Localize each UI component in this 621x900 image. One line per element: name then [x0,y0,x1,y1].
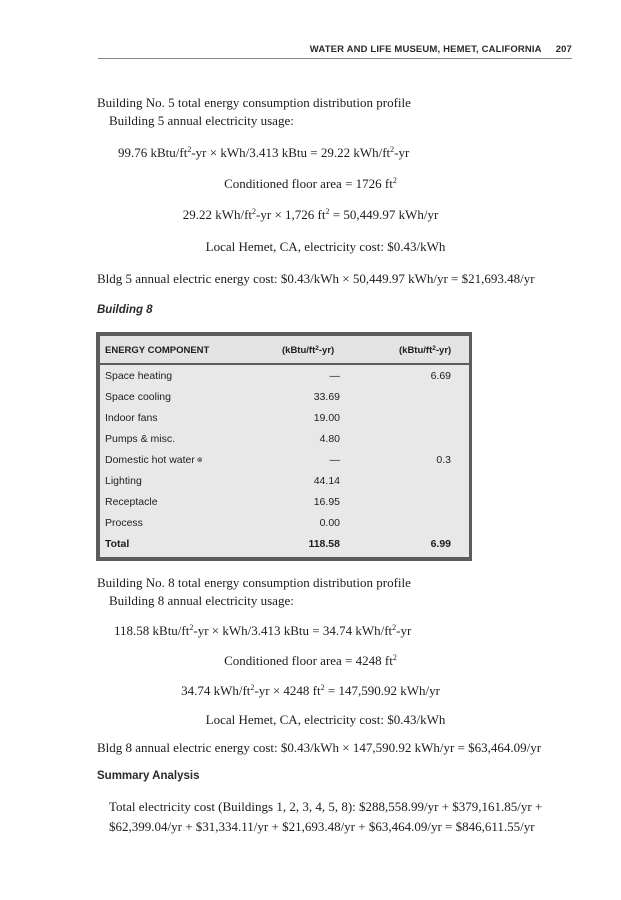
header-units-text: (kBtu/ft [399,345,433,356]
b8-eq2-part-c: = 147,590.92 kWh/yr [324,683,440,698]
row-value-electric: — [329,454,340,466]
b5-equation-annual [0,207,621,223]
total-value-electric: 118.58 [308,538,340,550]
b5-profile-title: Building No. 5 total energy consumption distribution profile [97,95,411,110]
row-value-electric: 16.95 [313,496,340,508]
superscript: 2 [252,207,257,216]
b5-usage-label: Building 5 annual electricity usage: [109,113,294,128]
b5-floor-area-text: Conditioned floor area = 1726 ft [224,176,393,191]
header-units-text: (kBtu/ft [282,345,316,356]
page-number: 207 [555,44,572,55]
b5-eq2-part-a: 29.22 kWh/ft [182,207,253,222]
row-component: Receptacle [105,496,158,508]
table-header [100,336,469,363]
row-component: Pumps & misc. [105,433,176,445]
b5-eq1-part-a: 99.76 kBtu/ft [118,145,188,160]
table-row [100,367,469,387]
b8-eq1-part-c: -yr [396,623,412,638]
table-row [100,409,469,429]
b5-eq1-part-b: -yr × kWh/3.413 kBtu = 29.22 kWh/ft [191,145,391,160]
b8-local-cost: Local Hemet, CA, electricity cost: $0.43/kWh [205,712,446,727]
total-value-gas: 6.99 [430,538,451,550]
b8-eq2-part-b: -yr × 4248 ft [254,683,321,698]
b8-eq2-part-a: 34.74 kWh/ft [181,683,251,698]
row-component: Space cooling [105,391,171,403]
table-total-row [100,535,469,555]
superscript: 2 [390,145,395,154]
running-header [98,44,572,59]
b5-eq2-part-c: = 50,449.97 kWh/yr [329,207,439,222]
header-energy-component: ENERGY COMPONENT [105,345,210,356]
superscript: 2 [320,683,325,692]
superscript: 2 [392,653,397,662]
table-row [100,493,469,513]
footnote-mark-icon: ⊗ [196,457,203,464]
b5-local-cost: Local Hemet, CA, electricity cost: $0.43/kWh [205,239,446,254]
superscript: 2 [189,623,194,632]
table-row [100,430,469,450]
table-row [100,451,469,471]
header-gas-units [399,345,451,356]
superscript: 2 [325,207,330,216]
b8-floor-area [0,653,621,669]
summary-line-2: $62,399.04/yr + $31,334.11/yr + $21,693.48/yr + $63,464.09/yr = $846,611.55/yr [109,819,535,834]
b8-equation-usage [114,623,411,639]
row-component: Lighting [105,475,142,487]
row-value-electric: 19.00 [313,412,340,424]
b8-floor-area-text: Conditioned floor area = 4248 ft [224,653,393,668]
running-title: WATER AND LIFE MUSEUM, HEMET, CALIFORNIA [309,44,542,55]
superscript: 2 [187,145,192,154]
b5-eq1-part-c: -yr [394,145,410,160]
superscript: 2 [432,345,436,352]
b5-equation-usage [118,145,409,161]
b8-eq1-part-a: 118.58 kBtu/ft [114,623,190,638]
b8-profile-title: Building No. 8 total energy consumption distribution profile [97,575,411,590]
building-8-heading: Building 8 [97,304,153,316]
table-row [100,514,469,534]
b5-annual-cost: Bldg 5 annual electric energy cost: $0.43/kWh × 50,449.97 kWh/yr = $21,693.48/yr [97,271,535,286]
b8-eq1-part-b: -yr × kWh/3.413 kBtu = 34.74 kWh/ft [193,623,393,638]
summary-analysis-heading: Summary Analysis [97,770,200,782]
row-component: Indoor fans [105,412,158,424]
b5-floor-area [0,176,621,192]
row-component: Process [105,517,143,529]
table-row [100,472,469,492]
row-component [105,454,203,466]
header-units-text: -yr) [435,345,452,356]
row-value-electric: 0.00 [319,517,340,529]
table-body [100,365,469,557]
energy-component-table [96,332,472,561]
row-value-electric: 4.80 [319,433,340,445]
b8-equation-annual [0,683,621,699]
table-row [100,388,469,408]
superscript: 2 [392,176,397,185]
b8-usage-label: Building 8 annual electricity usage: [109,593,294,608]
header-units-text: -yr) [318,345,335,356]
row-component-text: Domestic hot water [105,454,195,466]
summary-line-1: Total electricity cost (Buildings 1, 2, 3, 4, 5, 8): $288,558.99/yr + $379,161.85/yr + [109,799,543,814]
header-electric-units [282,345,334,356]
row-value-electric: 44.14 [313,475,340,487]
b8-annual-cost: Bldg 8 annual electric energy cost: $0.43/kWh × 147,590.92 kWh/yr = $63,464.09/yr [97,740,542,755]
row-value-gas: 6.69 [430,370,451,382]
row-value-electric: — [329,370,340,382]
row-value-electric: 33.69 [313,391,340,403]
total-label: Total [105,538,130,550]
superscript: 2 [315,345,319,352]
superscript: 2 [250,683,255,692]
row-component: Space heating [105,370,173,382]
row-value-gas: 0.3 [436,454,451,466]
superscript: 2 [392,623,397,632]
b5-eq2-part-b: -yr × 1,726 ft [256,207,326,222]
